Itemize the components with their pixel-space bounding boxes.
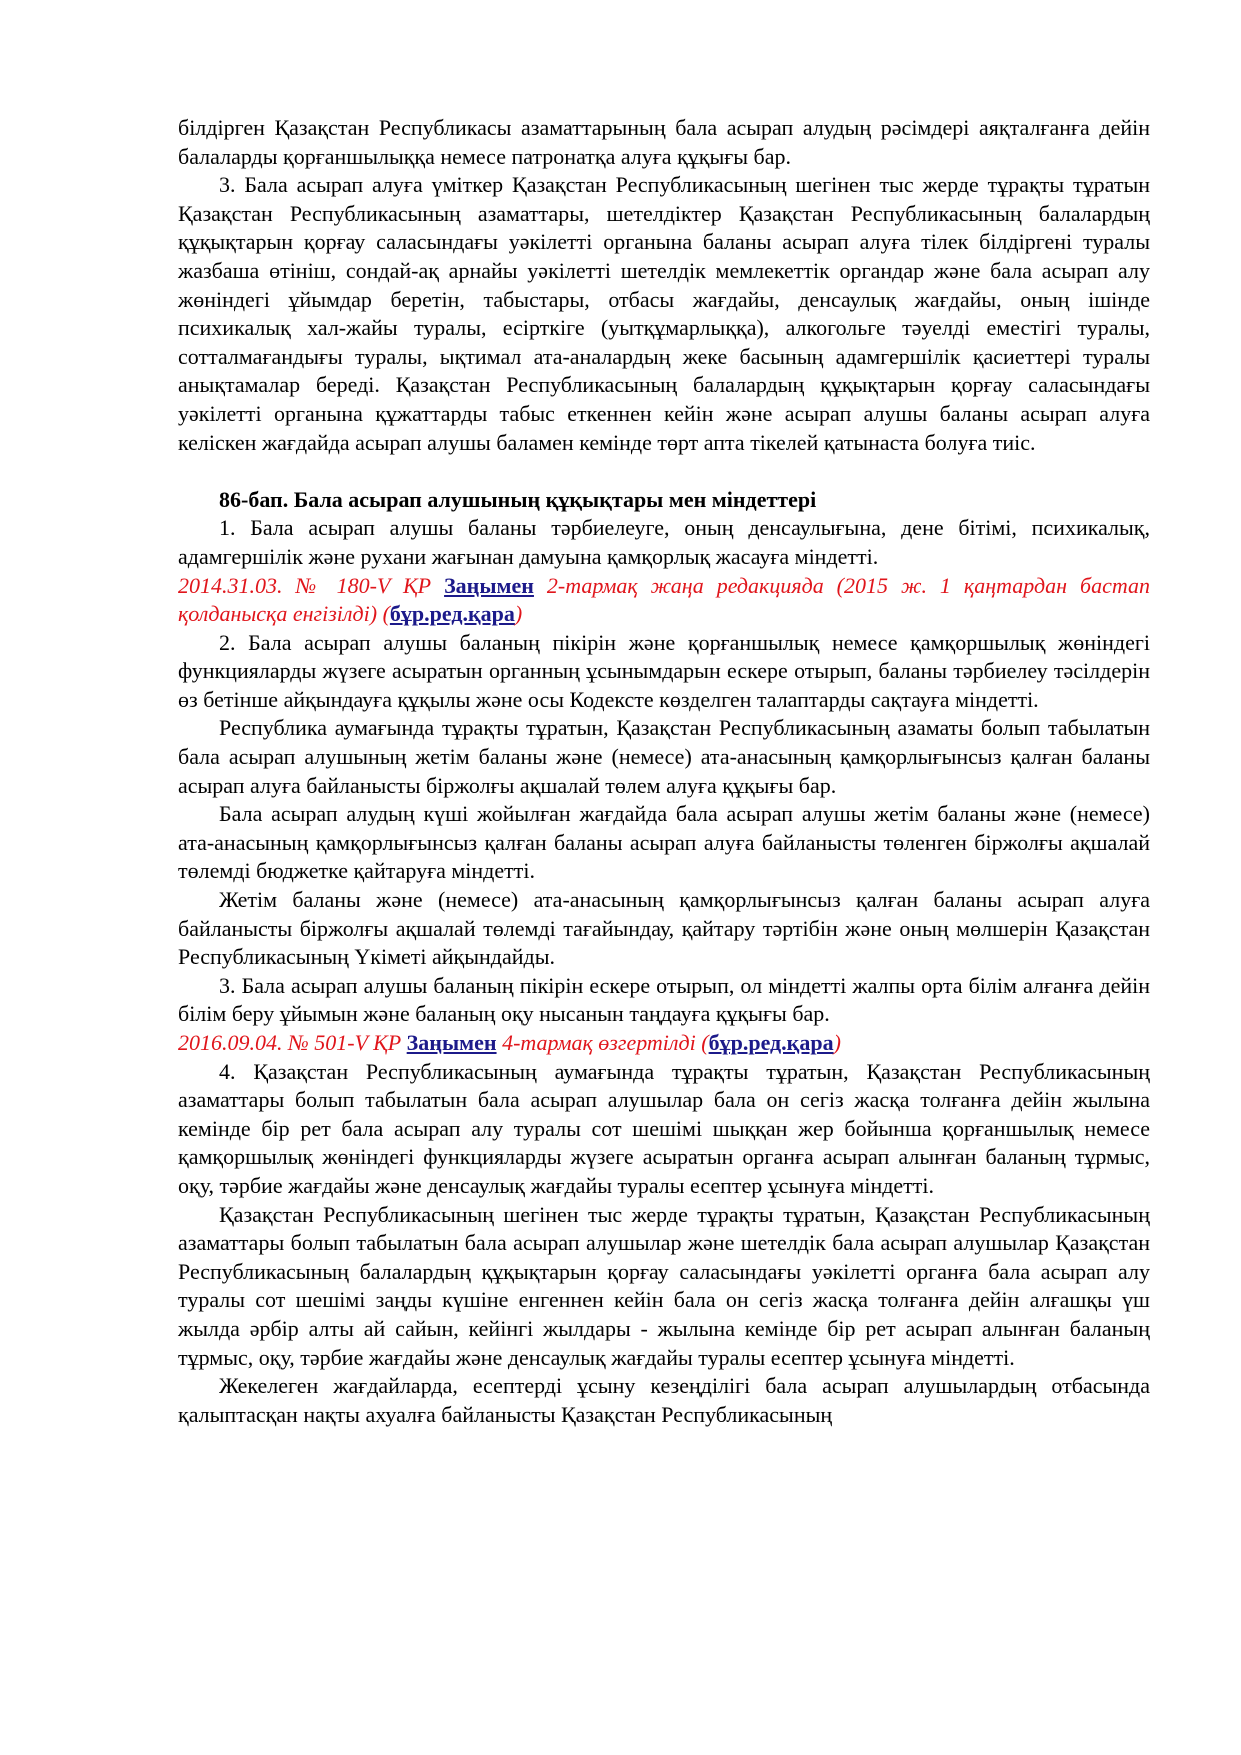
article-paragraph-foreign-reports: Қазақстан Республикасының шегінен тыс жерде тұрақты тұратын, Қазақстан Республикасының азаматтары болып табылатын бала асырап алушылар және шетелдік бала асырап алушылар Қазақстан Республикасының балалардың құқықтарын қорғау саласындағы уәкілетті органға бала асырап алу туралы сот шешімі заңды күшіне енгеннен кейін бала он сегіз жасқа толғанға дейін алғашқы үш жылда әрбір алты ай сайын, кейінгі жылдары - жылына кемінде бір рет асырап алынған баланың тұрмыс, оқу, тәрбие жағдайы және денсаулық жағдайы туралы есептер ұсынуға міндетті. <box>178 1201 1150 1370</box>
article-clause-2: 2. Бала асырап алушы баланың пікірін және қорғаншылық немесе қамқоршылық жөніндегі функцияларды жүзеге асыратын органның ұсынымдарын ескере отырып, баланы тәрбиелеу тәсілдерін өз бетінше айқындауға құқылы және осы Кодексте көзделген талаптарды сақтауға міндетті. <box>178 629 1150 712</box>
note-text: 4-тармақ өзгертілді ( <box>496 1030 709 1055</box>
amendment-note-1 <box>178 572 1150 629</box>
note-suffix: ) <box>833 1030 841 1055</box>
article-paragraph-periodicity: Жекелеген жағдайларда, есептерді ұсыну кезеңділігі бала асырап алушылардың отбасында қалыптасқан нақты ахуалға байланысты Қазақстан Республикасының <box>178 1373 1150 1427</box>
article-heading: 86-бап. Бала асырап алушының құқықтары мен міндеттері <box>219 486 817 512</box>
previous-edition-link[interactable]: бұр.ред.қара <box>389 601 515 627</box>
note-suffix: ) <box>514 601 523 627</box>
note-prefix: 2014.31.03. № 180-V ҚР <box>178 572 445 598</box>
amendment-note-2 <box>178 1029 1150 1058</box>
note-text: 2-тармақ жаңа редакцияда (2015 ж. 1 қаңтардан бастап қолданысқа енгізілді) ( <box>178 572 1150 627</box>
article-paragraph-refund: Бала асырап алудың күші жойылған жағдайда бала асырап алушы жетім баланы және (немесе) ата-анасының қамқорлығынсыз қалған баланы асырап алуға байланысты төленген біржолғы ақшалай төлемді бюджетке қайтаруға міндетті. <box>178 801 1150 884</box>
note-prefix: 2016.09.04. № 501-V ҚР <box>178 1030 407 1055</box>
previous-edition-link[interactable]: бұр.ред.қара <box>708 1030 834 1055</box>
paragraph-continued: білдірген Қазақстан Республикасы азаматтарының бала асырап алудың рәсімдері аяқталғанға дейін балаларды қорғаншылыққа немесе патронатқа алуға құқығы бар. <box>178 115 1150 169</box>
paragraph-clause-3: 3. Бала асырап алуға үміткер Қазақстан Республикасының шегінен тыс жерде тұрақты тұратын Қазақстан Республикасының азаматтары, шетелдіктер Қазақстан Республикасының балалардың құқықтарын қорғау саласындағы уәкілетті органына баланы асырап алуға тілек білдіргені туралы жазбаша өтініш, сондай-ақ арнайы уәкілетті шетелдік мемлекеттік органдар және бала асырап алу жөніндегі ұйымдар беретін, табыстары, отбасы жағдайы, денсаулық жағдайы, оның ішінде психикалық хал-жайы туралы, есірткіге (уытқұмарлыққа), алкогольге тәуелді еместігі туралы, сотталмағандығы туралы, ықтимал ата-аналардың жеке басының адамгершілік қасиеттері туралы анықтамалар береді. Қазақстан Республикасының балалардың құқықтарын қорғау саласындағы уәкілетті органына құжаттарды табыс еткеннен кейін және асырап алушы баланы асырап алуға келіскен жағдайда асырап алушы баламен кемінде төрт апта тікелей қатынаста болуға тиіс. <box>178 172 1150 455</box>
law-link[interactable]: Заңымен <box>406 1030 497 1055</box>
article-clause-3: 3. Бала асырап алушы баланың пікірін ескере отырып, ол міндетті жалпы орта білім алғанға дейін білім беру ұйымын және баланың оқу нысанын таңдауға құқығы бар. <box>178 972 1150 1027</box>
article-paragraph-lump-sum: Республика аумағында тұрақты тұратын, Қазақстан Республикасының азаматы болып табылатын бала асырап алушының жетім баланы және (немесе) ата-анасының қамқорлығынсыз қалған баланы асырап алуға байланысты біржолғы ақшалай төлем алуға құқығы бар. <box>178 715 1150 798</box>
article-clause-4: 4. Қазақстан Республикасының аумағында тұрақты тұратын, Қазақстан Республикасының азаматтары болып табылатын бала асырап алушылар бала он сегіз жасқа толғанға дейін жылына кемінде бір рет бала асырап алу туралы сот шешімі шыққан жер бойынша қорғаншылық немесе қамқоршылық жөніндегі функцияларды жүзеге асыратын органға асырап алынған баланың тұрмыс, оқу, тәрбие жағдайы және денсаулық жағдайы туралы есептер ұсынуға міндетті. <box>178 1058 1150 1198</box>
law-link[interactable]: Заңымен <box>444 572 534 598</box>
document-page <box>178 114 1150 1429</box>
article-paragraph-government: Жетім баланы және (немесе) ата-анасының қамқорлығынсыз қалған баланы асырап алуға байланысты біржолғы ақшалай төлемді тағайындау, қайтару тәртібін және оның мөлшерін Қазақстан Республикасының Үкіметі айқындайды. <box>178 887 1150 970</box>
article-clause-1: 1. Бала асырап алушы баланы тәрбиелеуге, оның денсаулығына, дене бітімі, психикалық, адамгершілік және рухани жағынан дамуына қамқорлық жасауға міндетті. <box>178 515 1150 569</box>
